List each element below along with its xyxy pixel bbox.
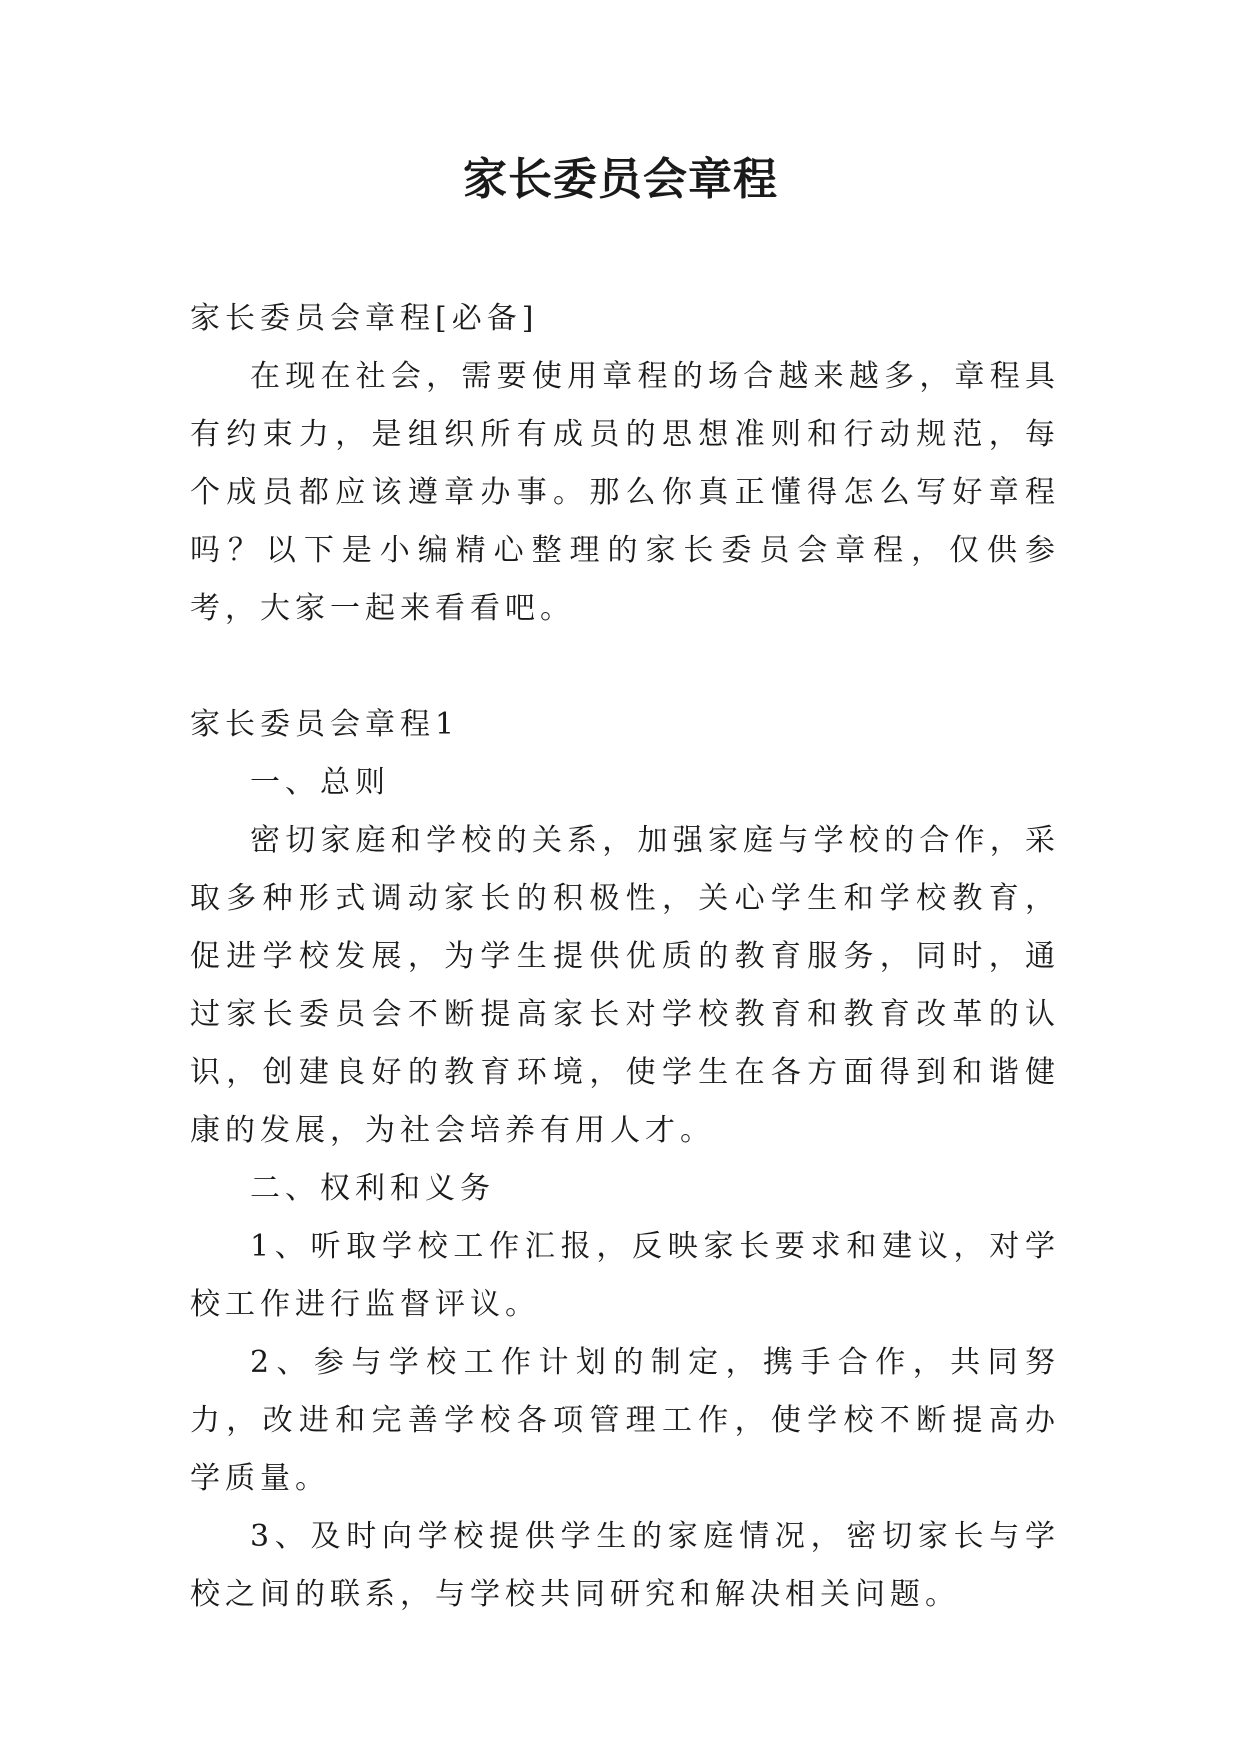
section-title: 家长委员会章程1 <box>190 707 460 742</box>
heading-rights: 二、权利和义务 <box>250 1171 495 1206</box>
heading-general: 一、总则 <box>250 765 390 800</box>
rights-item-1: 1、听取学校工作汇报，反映家长要求和建议，对学校工作进行监督评议。 <box>190 1229 1060 1322</box>
paragraph-gap <box>190 638 1060 696</box>
document-body <box>190 290 1060 1624</box>
intro-paragraph: 在现在社会，需要使用章程的场合越来越多，章程具有约束力，是组织所有成员的思想准则和行动规范，每个成员都应该遵章办事。那么你真正懂得怎么写好章程吗？以下是小编精心整理的家长委员会章程，仅供参考，大家一起来看看吧。 <box>190 359 1060 626</box>
subtitle-line: 家长委员会章程[必备] <box>190 301 539 336</box>
general-paragraph: 密切家庭和学校的关系，加强家庭与学校的合作，采取多种形式调动家长的积极性，关心学生和学校教育，促进学校发展，为学生提供优质的教育服务，同时，通过家长委员会不断提高家长对学校教育和教育改革的认识，创建良好的教育环境，使学生在各方面得到和谐健康的发展，为社会培养有用人才。 <box>190 823 1060 1148</box>
rights-item-2: 2、参与学校工作计划的制定，携手合作，共同努力，改进和完善学校各项管理工作，使学校不断提高办学质量。 <box>190 1345 1060 1496</box>
document-title: 家长委员会章程 <box>463 154 778 205</box>
rights-item-3: 3、及时向学校提供学生的家庭情况，密切家长与学校之间的联系，与学校共同研究和解决相关问题。 <box>190 1519 1060 1612</box>
